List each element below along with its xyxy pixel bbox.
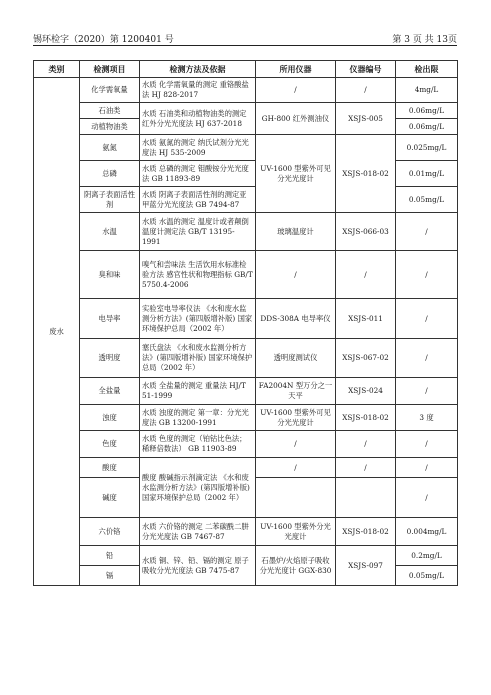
code-cell: XSJS-066-03 bbox=[336, 213, 396, 251]
table-row bbox=[34, 405, 458, 431]
limit-cell: 0.2mg/L bbox=[396, 546, 458, 566]
instrument-cell: UV-1600 型紫外可见分光光度计 bbox=[256, 135, 336, 213]
page-number: 第 3 页 共 13页 bbox=[392, 35, 457, 45]
instrument-cell: / bbox=[256, 251, 336, 299]
method-cell: 酸度 酸碱指示剂滴定法 《水和废水监测分析方法》(第四版增补版) 国家环境保护总局（2002 年） bbox=[140, 458, 256, 518]
method-cell: 塞氏盘法 《水和废水监测分析方法》(第四版增补版) 国家环境保护总局（2002 年） bbox=[140, 339, 256, 378]
item-cell: 氨氮 bbox=[80, 135, 140, 161]
instrument-cell bbox=[256, 478, 336, 518]
table-row bbox=[34, 103, 458, 119]
method-cell: 实验室电导率仪法 《水和废水监测分析方法》(第四版增补版) 国家环境保护总局（2002 年） bbox=[140, 299, 256, 339]
item-cell: 全盐量 bbox=[80, 378, 140, 405]
table-row bbox=[34, 135, 458, 161]
instrument-cell: FA2004N 型万分之一天平 bbox=[256, 378, 336, 405]
test-method-table bbox=[33, 60, 458, 586]
instrument-cell: 玻璃温度计 bbox=[256, 213, 336, 251]
code-cell: XSJS-011 bbox=[336, 299, 396, 339]
item-cell: 碱度 bbox=[80, 478, 140, 518]
category-cell: 废水 bbox=[34, 78, 80, 586]
col-header-code: 仪器编号 bbox=[336, 61, 396, 78]
seal-stamp-icon bbox=[471, 300, 485, 410]
table-header-row bbox=[34, 61, 458, 78]
table-row bbox=[34, 431, 458, 458]
item-cell: 总磷 bbox=[80, 161, 140, 187]
item-cell: 水温 bbox=[80, 213, 140, 251]
code-cell: / bbox=[336, 431, 396, 458]
instrument-cell: / bbox=[256, 78, 336, 103]
limit-cell: 0.05mg/L bbox=[396, 187, 458, 213]
limit-cell: 0.01mg/L bbox=[396, 161, 458, 187]
instrument-cell: / bbox=[256, 458, 336, 478]
limit-cell: / bbox=[396, 213, 458, 251]
method-cell: 水质 石油类和动植物油类的测定 红外分光光度法 HJ 637-2018 bbox=[140, 103, 256, 135]
item-cell: 镉 bbox=[80, 566, 140, 586]
method-cell: 水质 色度的测定（铂钴比色法；稀释倍数法） GB 11903-89 bbox=[140, 431, 256, 458]
code-cell: / bbox=[336, 458, 396, 478]
code-cell: / bbox=[336, 251, 396, 299]
code-cell: XSJS-024 bbox=[336, 378, 396, 405]
method-cell: 水质 浊度的测定 第一章：分光光度法 GB 13200-1991 bbox=[140, 405, 256, 431]
instrument-cell: GH-800 红外测油仪 bbox=[256, 103, 336, 135]
col-header-instrument: 所用仪器 bbox=[256, 61, 336, 78]
limit-cell: 0.025mg/L bbox=[396, 135, 458, 161]
code-cell: XSJS-018-02 bbox=[336, 405, 396, 431]
item-cell: 铅 bbox=[80, 546, 140, 566]
instrument-cell: UV-1600 型紫外可见分光光度计 bbox=[256, 405, 336, 431]
instrument-cell: DDS-308A 电导率仪 bbox=[256, 299, 336, 339]
instrument-cell: 石墨炉/火焰原子吸收分光光度计 GGX-830 bbox=[256, 546, 336, 586]
item-cell: 石油类 bbox=[80, 103, 140, 119]
item-cell: 阴离子表面活性剂 bbox=[80, 187, 140, 213]
col-header-method: 检测方法及依据 bbox=[140, 61, 256, 78]
limit-cell: / bbox=[396, 299, 458, 339]
code-cell: XSJS-067-02 bbox=[336, 339, 396, 378]
item-cell: 酸度 bbox=[80, 458, 140, 478]
table-row bbox=[34, 339, 458, 378]
table-row bbox=[34, 299, 458, 339]
item-cell: 动植物油类 bbox=[80, 119, 140, 135]
col-header-category: 类别 bbox=[34, 61, 80, 78]
instrument-cell: UV-1600 型紫外分光光度计 bbox=[256, 518, 336, 546]
code-cell: XSJS-018-02 bbox=[336, 135, 396, 213]
item-cell: 浊度 bbox=[80, 405, 140, 431]
item-cell: 电导率 bbox=[80, 299, 140, 339]
code-cell bbox=[336, 478, 396, 518]
code-cell: XSJS-005 bbox=[336, 103, 396, 135]
method-cell: 水质 氨氮的测定 纳氏试剂分光光度法 HJ 535-2009 bbox=[140, 135, 256, 161]
code-cell: XSJS-097 bbox=[336, 546, 396, 586]
item-cell: 化学需氧量 bbox=[80, 78, 140, 103]
limit-cell: 0.06mg/L bbox=[396, 103, 458, 119]
instrument-cell: / bbox=[256, 431, 336, 458]
method-cell: 水质 全盐量的测定 重量法 HJ/T 51-1999 bbox=[140, 378, 256, 405]
limit-cell: 3 度 bbox=[396, 405, 458, 431]
limit-cell: 4mg/L bbox=[396, 78, 458, 103]
report-number: 锡环检字（2020）第 1200401 号 bbox=[33, 35, 174, 45]
table-row bbox=[34, 213, 458, 251]
limit-cell: / bbox=[396, 339, 458, 378]
code-cell: / bbox=[336, 78, 396, 103]
table-row bbox=[34, 546, 458, 566]
method-cell: 水质 水温的测定 温度计或者颠倒温度计测定法 GB/T 13195-1991 bbox=[140, 213, 256, 251]
limit-cell: 0.05mg/L bbox=[396, 566, 458, 586]
table-row bbox=[34, 458, 458, 478]
limit-cell: / bbox=[396, 251, 458, 299]
limit-cell: / bbox=[396, 458, 458, 478]
table-row bbox=[34, 251, 458, 299]
item-cell: 色度 bbox=[80, 431, 140, 458]
item-cell: 臭和味 bbox=[80, 251, 140, 299]
method-cell: 水质 总磷的测定 钼酸铵分光光度法 GB 11893-89 bbox=[140, 161, 256, 187]
method-cell: 嗅气和尝味法 生活饮用水标准检验方法 感官性状和物理指标 GB/T 5750.4-2006 bbox=[140, 251, 256, 299]
item-cell: 六价铬 bbox=[80, 518, 140, 546]
table-row bbox=[34, 78, 458, 103]
limit-cell: / bbox=[396, 431, 458, 458]
method-cell: 水质 铜、锌、铅、镉的测定 原子吸收分光光度法 GB 7475-87 bbox=[140, 546, 256, 586]
limit-cell: 0.004mg/L bbox=[396, 518, 458, 546]
limit-cell: / bbox=[396, 378, 458, 405]
limit-cell: / bbox=[396, 478, 458, 518]
table-row bbox=[34, 518, 458, 546]
table-row bbox=[34, 378, 458, 405]
code-cell: XSJS-018-02 bbox=[336, 518, 396, 546]
col-header-limit: 检出限 bbox=[396, 61, 458, 78]
col-header-item: 检测项目 bbox=[80, 61, 140, 78]
header-rule bbox=[33, 45, 457, 46]
method-cell: 水质 六价铬的测定 二苯碳酰二肼分光光度法 GB 7467-87 bbox=[140, 518, 256, 546]
item-cell: 透明度 bbox=[80, 339, 140, 378]
limit-cell: 0.06mg/L bbox=[396, 119, 458, 135]
method-cell: 水质 化学需氧量的测定 重铬酸盐法 HJ 828-2017 bbox=[140, 78, 256, 103]
method-cell: 水质 阴离子表面活性剂的测定亚甲蓝分光光度法 GB 7494-87 bbox=[140, 187, 256, 213]
instrument-cell: 透明度测试仪 bbox=[256, 339, 336, 378]
